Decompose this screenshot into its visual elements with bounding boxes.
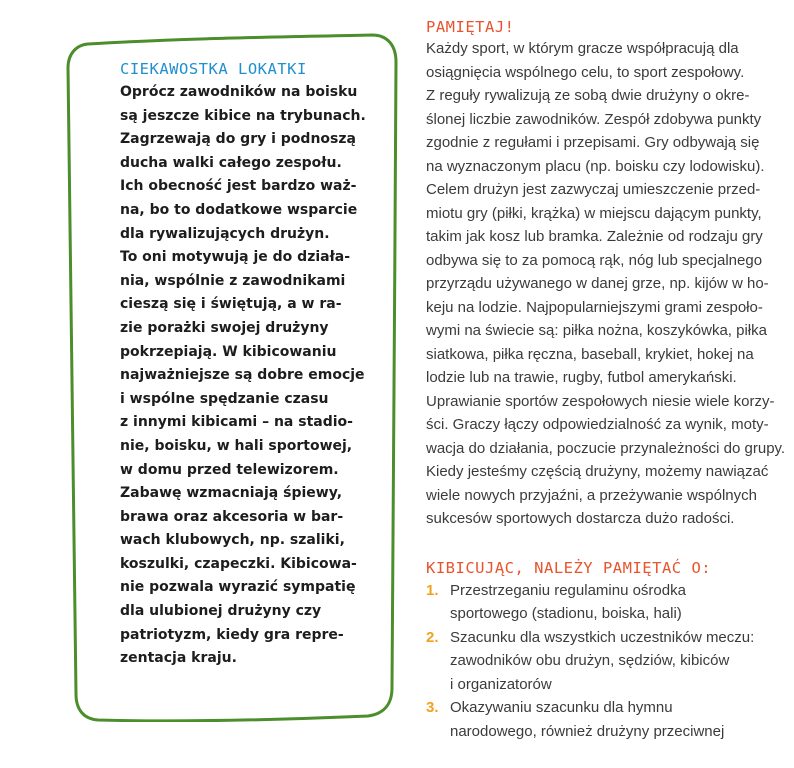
remember-text-line: Każdy sport, w którym gracze współpracują dla: [426, 40, 739, 57]
curiosity-box-text: [120, 81, 365, 671]
right-column: [426, 18, 786, 743]
remember-text-line: wiele nowych przyjaźni, a przeżywanie wspólnych: [426, 486, 757, 504]
list-item-text-line: sportowego (stadionu, boiska, hali): [450, 605, 682, 622]
box-text-line: To oni motywują je do działa-: [120, 249, 351, 266]
box-text-line: Oprócz zawodników na boisku: [120, 84, 358, 100]
list-item: [426, 696, 786, 743]
remember-text-line: siatkowa, piłka ręczna, baseball, krykiet, hokej na: [426, 345, 754, 363]
remember-text-line: Z reguły rywalizują ze sobą dwie drużyny o okre-: [426, 87, 750, 104]
box-text-line: zentacja kraju.: [120, 650, 237, 667]
list-item-text-line: narodowego, również drużyny przeciwnej: [450, 722, 725, 740]
box-text-line: w domu przed telewizorem.: [120, 461, 339, 478]
list-item-text-line: Okazywaniu szacunku dla hymnu: [450, 699, 673, 716]
remember-text-line: Kiedy jesteśmy częścią drużyny, możemy nawiązać: [426, 463, 769, 480]
curiosity-box: [120, 60, 365, 671]
box-text-line: koszulki, czapeczki. Kibicowa-: [120, 555, 357, 572]
curiosity-box-title: CIEKAWOSTKA LOKATKI: [120, 60, 307, 78]
box-text-line: dla ulubionej drużyny czy: [120, 603, 322, 620]
list-item-text-line: Przestrzeganiu regulaminu ośrodka: [450, 581, 686, 599]
box-text-line: dla rywalizujących drużyn.: [120, 225, 330, 242]
box-text-line: na, bo to dodatkowe wsparcie: [120, 201, 358, 218]
box-text-line: pokrzepiają. W kibicowaniu: [120, 343, 337, 360]
remember-text-line: Celem drużyn jest zazwyczaj umieszczenie przed-: [426, 181, 761, 198]
box-text-line: Ich obecność jest bardzo waż-: [120, 178, 357, 195]
box-text-line: brawa oraz akcesoria w bar-: [120, 508, 344, 525]
remember-text-line: ści. Graczy łączy odpowiedzialność za wynik, moty-: [426, 416, 769, 433]
box-text-line: nie pozwala wyrazić sympatię: [120, 579, 356, 596]
box-text-line: zie porażki swojej drużyny: [120, 319, 329, 336]
list-item-text-line: Szacunku dla wszystkich uczestników meczu:: [450, 628, 755, 646]
box-text-line: z innymi kibicami – na stadio-: [120, 414, 353, 431]
remember-text-line: miotu gry (piłki, krążka) w miejscu dającym punkty,: [426, 204, 762, 222]
box-text-line: patriotyzm, kiedy gra repre-: [120, 626, 344, 643]
list-item: [426, 579, 786, 626]
remember-text-line: odbywa się to za pomocą rąk, nóg lub specjalnego: [426, 251, 763, 269]
box-text-line: nie, boisku, w hali sportowej,: [120, 437, 353, 454]
cheering-list: [426, 579, 786, 744]
remember-text-line: ślonej liczbie zawodników. Zespół zdobywa punkty: [426, 110, 762, 128]
remember-text-line: na wyznaczonym placu (np. boisku czy lodowisku).: [426, 157, 765, 175]
remember-text-line: wymi na świecie są: piłka nożna, koszykówka, piłka: [426, 322, 767, 339]
box-text-line: Zagrzewają do gry i podnoszą: [120, 131, 356, 148]
cheering-heading: KIBICUJĄC, NALEŻY PAMIĘTAĆ O:: [426, 558, 712, 577]
remember-text-line: Uprawianie sportów zespołowych niesie wiele korzy-: [426, 392, 775, 410]
box-text-line: Zabawę wzmacniają śpiewy,: [120, 485, 343, 502]
box-text-line: wach klubowych, np. szaliki,: [120, 532, 345, 549]
list-item-number: 3.: [426, 699, 439, 716]
remember-heading: PAMIĘTAJ!: [426, 18, 515, 36]
remember-text-line: takim jak kosz lub bramka. Zależnie od rodzaju gry: [426, 228, 763, 245]
remember-text-line: keju na lodzie. Najpopularniejszymi grami zespoło-: [426, 298, 763, 316]
remember-text-line: sukcesów sportowych dostarcza dużo radości.: [426, 510, 735, 527]
remember-text-line: lodzie lub na trawie, rugby, futbol amerykański.: [426, 369, 737, 386]
remember-text-line: wacja do działania, poczucie przynależności do grupy.: [426, 439, 786, 457]
remember-text: [426, 37, 786, 531]
remember-text-line: osiągnięcia wspólnego celu, to sport zespołowy.: [426, 63, 745, 81]
list-item-number: 2.: [426, 628, 439, 646]
box-text-line: ducha walki całego zespołu.: [120, 154, 342, 171]
box-text-line: i wspólne spędzanie czasu: [120, 390, 329, 407]
list-item-text-line: zawodników obu drużyn, sędziów, kibiców: [450, 652, 730, 669]
box-text-line: są jeszcze kibice na trybunach.: [120, 107, 366, 124]
box-text-line: nia, wspólnie z zawodnikami: [120, 272, 346, 289]
box-text-line: najważniejsze są dobre emocje: [120, 367, 365, 384]
list-item-text-line: i organizatorów: [450, 675, 552, 693]
remember-text-line: przyrządu używanego w danej grze, np. kijów w ho-: [426, 275, 769, 292]
list-item-number: 1.: [426, 581, 439, 599]
box-text-line: cieszą się i świętują, a w ra-: [120, 296, 342, 313]
remember-text-line: zgodnie z regułami i przepisami. Gry odbywają się: [426, 134, 760, 151]
list-item: [426, 626, 786, 697]
